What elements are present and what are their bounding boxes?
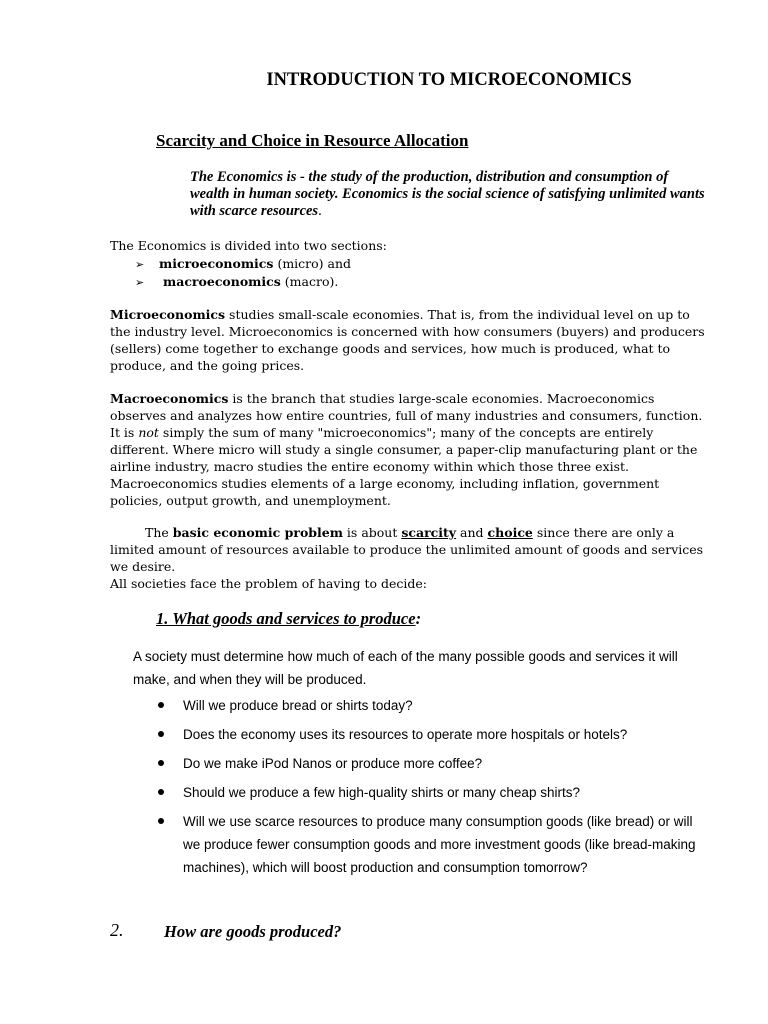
section-item <box>135 273 338 291</box>
list-item <box>158 752 718 775</box>
list-item <box>158 781 718 804</box>
bullet-dot-icon <box>158 818 164 824</box>
definition-text: The Economics is - the study of the production, distribution and consumption of wealth in human society. Economics is the social science of satisfying unlimited wants with scarce resources <box>190 169 705 219</box>
question-1-heading <box>156 609 421 629</box>
decide-line: All societies face the problem of having to decide: <box>110 576 428 591</box>
list-item <box>158 723 718 746</box>
question-1-title: 1. What goods and services to produce <box>156 609 416 628</box>
list-item-text: Will we use scarce resources to produce many consumption goods (like bread) or will we produce fewer consumption goods and more investment goods (like bread-making machines), which will boost production and consumption tomorrow? <box>183 814 696 875</box>
list-item <box>158 810 718 879</box>
section-rest: (micro) and <box>273 256 352 271</box>
macro-text-b: simply the sum of many "microeconomics"; many of the concepts are entirely different. Where micro will study a single consumer, a paper-clip manufacturing plant or the airline industry, macro studies the entire economy within which those three exist. Macroeconomics studies elements of a large economy, including inflation, government policies, output growth, and unemployment. <box>110 425 698 508</box>
section-item <box>135 255 351 273</box>
section-term: macroeconomics <box>163 274 281 289</box>
question-1-colon: : <box>415 609 422 628</box>
microeconomics-paragraph <box>110 306 710 374</box>
bullet-dot-icon <box>158 789 164 795</box>
arrow-bullet-icon: ➢ <box>135 258 145 271</box>
section-rest: (macro). <box>280 274 339 289</box>
section-term: microeconomics <box>159 256 274 271</box>
macro-term: Macroeconomics <box>110 391 229 406</box>
question-1-intro: A society must determine how much of each of the many possible goods and services it will make, and when they will be produced. <box>133 649 678 687</box>
arrow-bullet-icon: ➢ <box>135 276 145 289</box>
bullet-dot-icon <box>158 702 164 708</box>
problem-mid2: and <box>456 525 488 540</box>
macroeconomics-paragraph <box>110 390 710 509</box>
problem-tail: since there are only a limited amount of resources available to produce the unlimited amount of goods and services we desire. <box>110 525 704 574</box>
macro-text-a: is the branch that studies large-scale economies. Macroeconomics observes and analyzes how entire countries, full of many industries and consumers, function. It is <box>110 391 703 440</box>
macro-not: not <box>138 425 159 440</box>
question-2-heading: How are goods produced? <box>164 922 342 941</box>
section-subtitle: Scarcity and Choice in Resource Allocation <box>156 131 469 150</box>
list-item-text: Will we produce bread or shirts today? <box>183 698 413 713</box>
list-item-text: Do we make iPod Nanos or produce more coffee? <box>183 756 483 771</box>
choice-term: choice <box>487 525 533 540</box>
bullet-dot-icon <box>158 760 164 766</box>
problem-lead: The <box>145 525 173 540</box>
sections-intro: The Economics is divided into two sections: <box>110 238 387 253</box>
micro-text: studies small-scale economies. That is, from the individual level on up to the industry level. Microeconomics is concerned with how consumers (buyers) and producers (sellers) come together to exchange goods and services, how much is produced, what to produce, and the going prices. <box>110 307 705 373</box>
basic-problem-paragraph <box>110 524 710 575</box>
economics-definition <box>190 169 710 220</box>
scarcity-term: scarcity <box>401 525 457 540</box>
micro-term: Microeconomics <box>110 307 226 322</box>
list-item <box>158 694 718 717</box>
list-item-text: Should we produce a few high-quality shirts or many cheap shirts? <box>183 785 580 800</box>
bullet-dot-icon <box>158 731 164 737</box>
definition-end: . <box>318 203 322 219</box>
question-2-number: 2. <box>110 920 124 940</box>
problem-mid1: is about <box>342 525 402 540</box>
list-item-text: Does the economy uses its resources to operate more hospitals or hotels? <box>183 727 628 742</box>
problem-term: basic economic problem <box>172 525 343 540</box>
page-title: INTRODUCTION TO MICROECONOMICS <box>266 70 632 90</box>
